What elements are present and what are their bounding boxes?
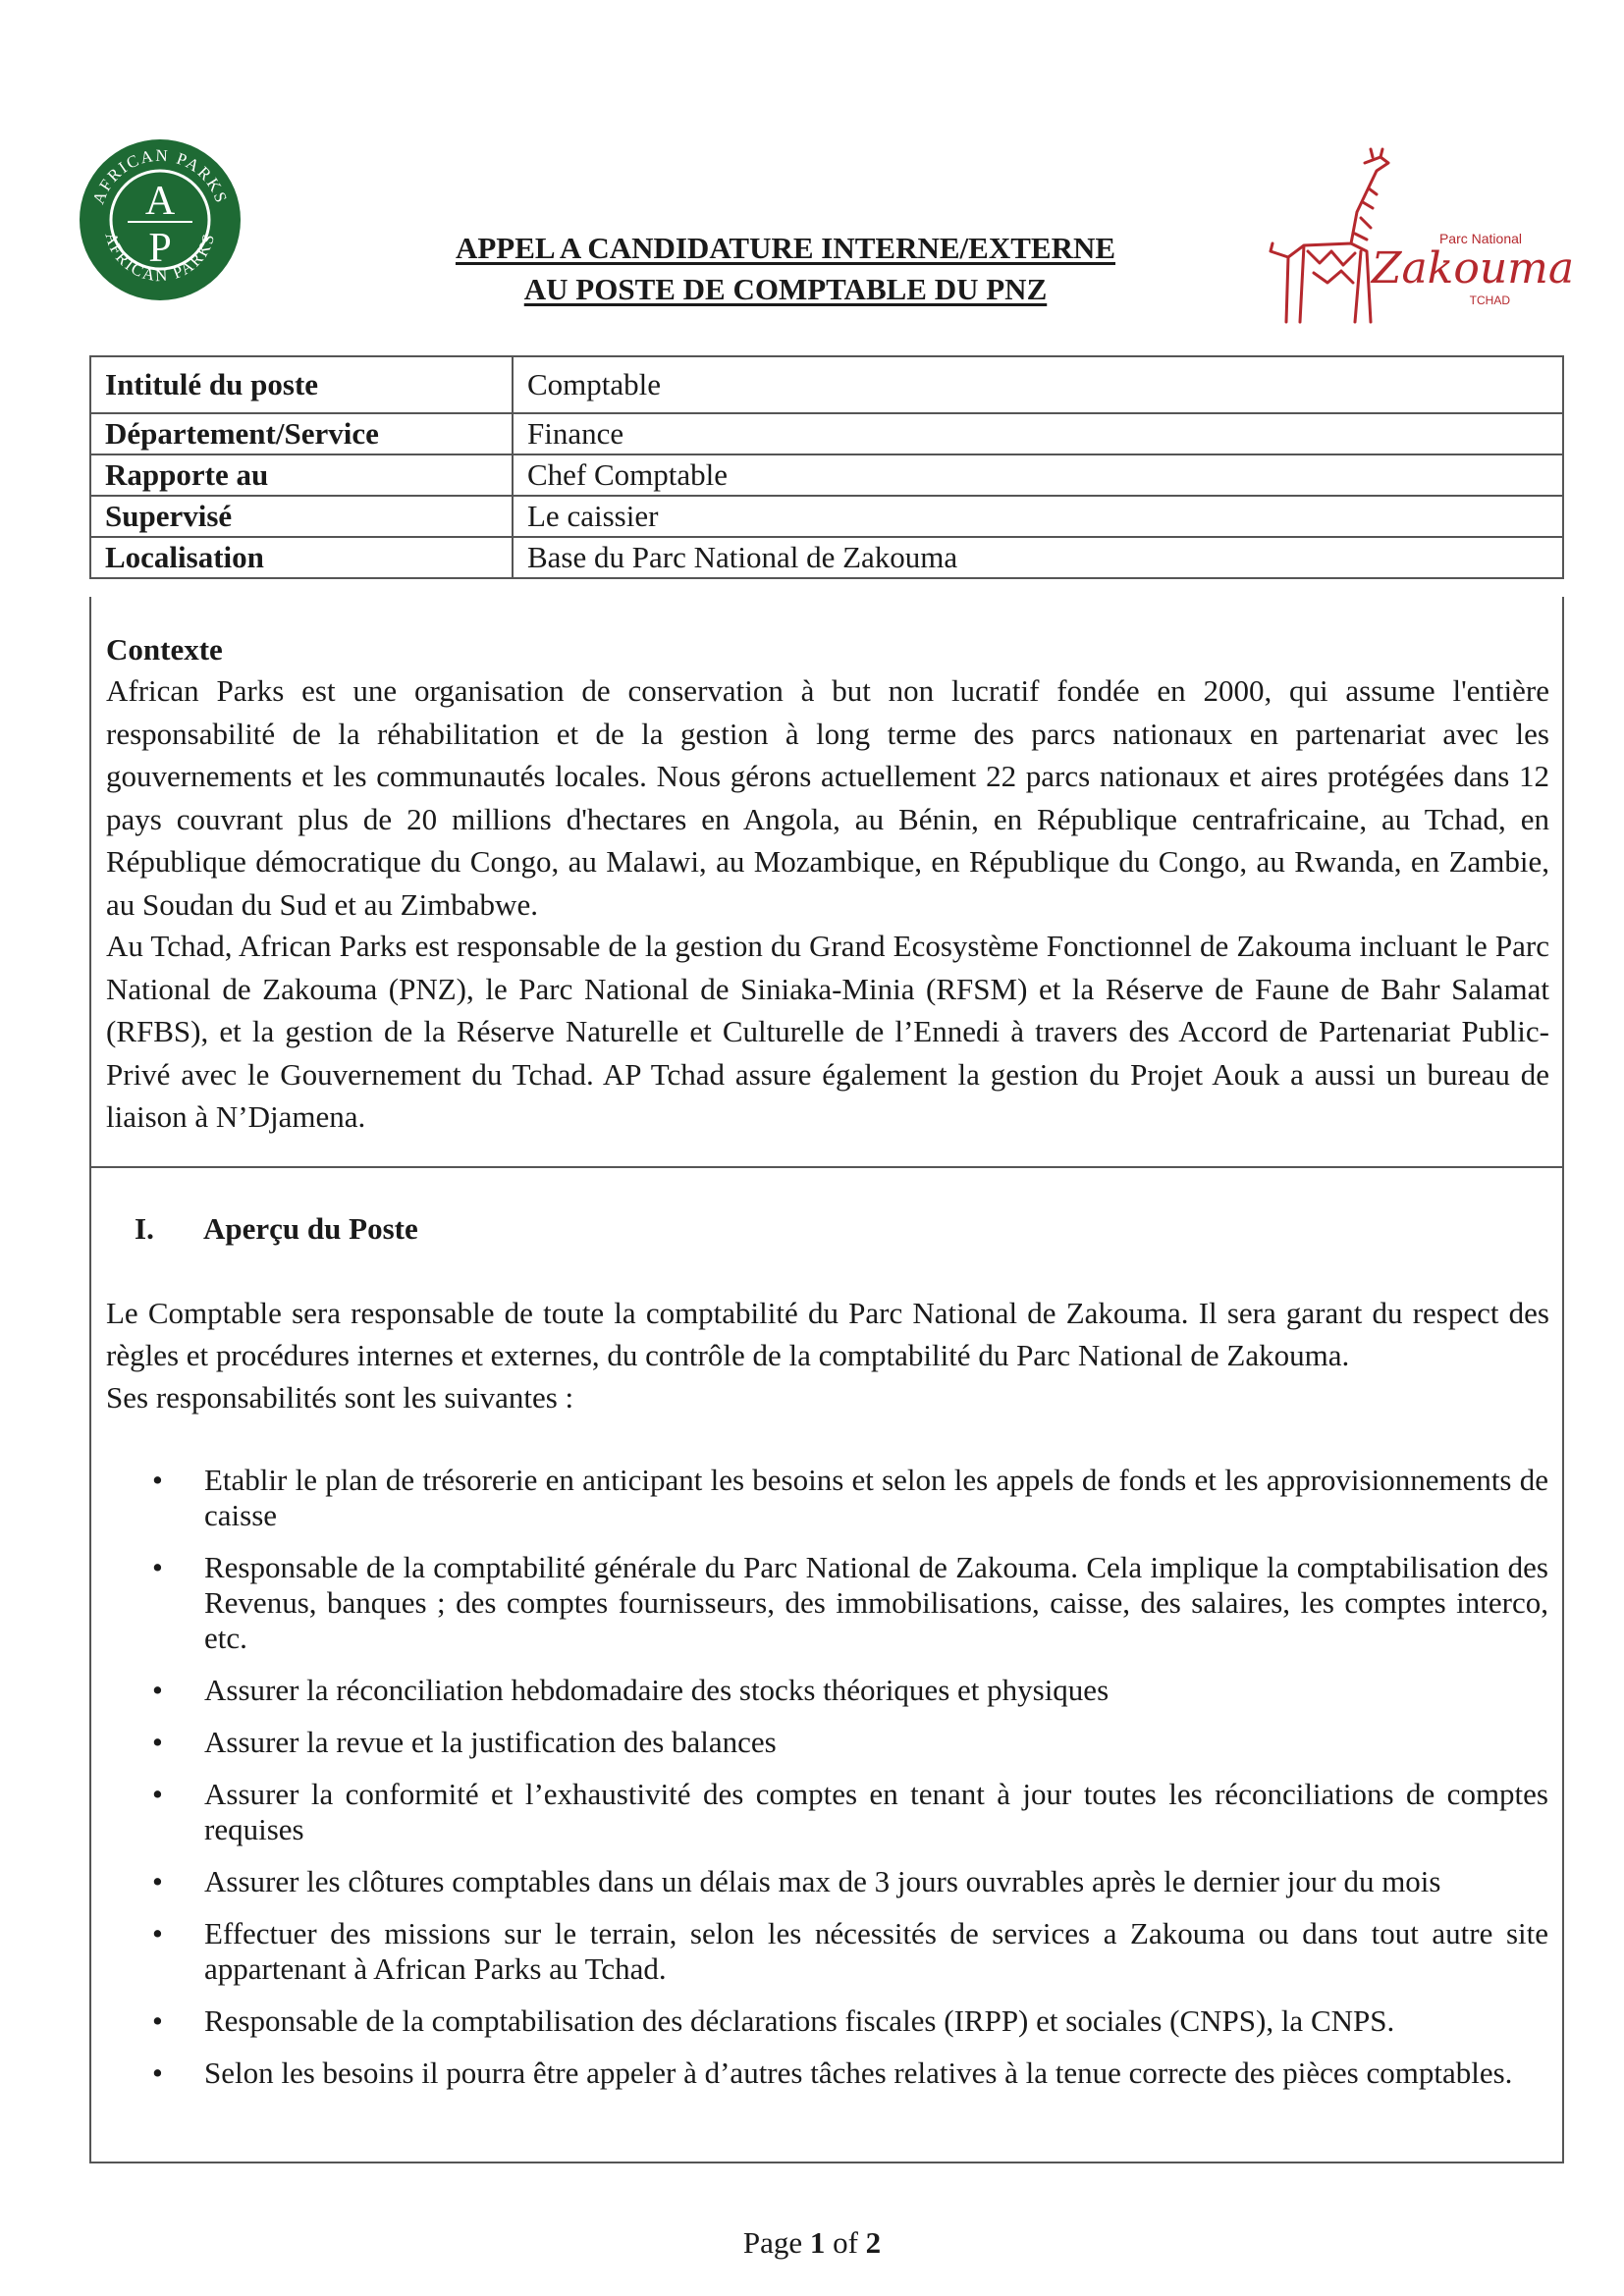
title-line-2: AU POSTE DE COMPTABLE DU PNZ bbox=[523, 272, 1048, 306]
row-label: Intitulé du poste bbox=[90, 356, 513, 413]
ap-ring-text-top: AFRICAN PARKS bbox=[88, 145, 232, 207]
intro-text: Le Comptable sera responsable de toute la comptabilité du Parc National de Zakouma. Il sera garant du respect des règles et procédures internes et externes, du contrôle de la comptabilité du Parc National de Zakouma. bbox=[106, 1296, 1549, 1372]
table-row bbox=[90, 496, 1563, 537]
zakouma-name: Zakouma bbox=[1371, 243, 1575, 294]
african-parks-logo bbox=[79, 128, 242, 312]
list-item: • Responsable de la comptabilité générale du Parc National de Zakouma. Cela implique la comptabilisation des Revenus, banques ; des comptes fournisseurs, des immobilisations, caisse, des salaires, les comptes interco, etc. bbox=[91, 1550, 1564, 1656]
context-section bbox=[89, 597, 1564, 1168]
page-of: of bbox=[833, 2225, 858, 2260]
list-item: • Etablir le plan de trésorerie en anticipant les besoins et selon les appels de fonds et les approvisionnements de caisse bbox=[91, 1463, 1564, 1533]
table-row bbox=[90, 454, 1563, 496]
ap-ring-text-bottom: AFRICAN PARKS bbox=[101, 230, 219, 286]
zakouma-country: TCHAD bbox=[1469, 294, 1510, 307]
page-prefix: Page bbox=[742, 2225, 803, 2260]
row-value: Le caissier bbox=[513, 496, 1563, 537]
list-item: • Assurer les clôtures comptables dans un délais max de 3 jours ouvrables après le dernier jour du mois bbox=[91, 1864, 1564, 1899]
page-total: 2 bbox=[865, 2225, 882, 2260]
table-row bbox=[90, 413, 1563, 454]
list-item: • Responsable de la comptabilisation des déclarations fiscales (IRPP) et sociales (CNPS), la CNPS. bbox=[91, 2003, 1564, 2039]
page-footer bbox=[0, 2225, 1624, 2261]
table-row bbox=[90, 537, 1563, 578]
row-label: Rapporte au bbox=[90, 454, 513, 496]
zakouma-small-text: Parc National bbox=[1438, 231, 1523, 246]
intro-list-lead: Ses responsabilités sont les suivantes : bbox=[106, 1380, 574, 1415]
list-item: • Selon les besoins il pourra être appeler à d’autres tâches relatives à la tenue correcte des pièces comptables. bbox=[91, 2056, 1564, 2091]
zakouma-logo bbox=[1245, 149, 1575, 328]
list-item: • Effectuer des missions sur le terrain, selon les nécessités de services a Zakouma ou dans tout autre site appartenant à African Parks au Tchad. bbox=[91, 1916, 1564, 1987]
row-value: Finance bbox=[513, 413, 1563, 454]
position-info-table bbox=[89, 355, 1564, 579]
page-current: 1 bbox=[809, 2225, 826, 2260]
title-line-1: APPEL A CANDIDATURE INTERNE/EXTERNE bbox=[455, 231, 1116, 265]
context-paragraph-2: Au Tchad, African Parks est responsable de la gestion du Grand Ecosystème Fonctionnel de Zakouma incluant le Parc National de Zakouma (PNZ), le Parc National de Siniaka-Minia (RFSM) et la Réserve de Faune de Bahr Salamat (RFBS), et la gestion de la Réserve Naturelle et Culturelle de l’Ennedi à travers des Accord de Partenariat Public-Privé avec le Gouvernement du Tchad. AP Tchad assure également la gestion du Projet Aouk a aussi un bureau de liaison à N’Djamena. bbox=[106, 929, 1549, 1135]
row-value: Comptable bbox=[513, 356, 1563, 413]
section-title: Aperçu du Poste bbox=[203, 1211, 418, 1246]
giraffe-icon bbox=[1271, 149, 1388, 322]
list-item: • Assurer la réconciliation hebdomadaire des stocks théoriques et physiques bbox=[91, 1673, 1564, 1708]
document-title bbox=[295, 228, 1276, 310]
row-label: Département/Service bbox=[90, 413, 513, 454]
row-value: Base du Parc National de Zakouma bbox=[513, 537, 1563, 578]
overview-section bbox=[89, 1166, 1564, 2163]
list-item: • Assurer la revue et la justification des balances bbox=[91, 1725, 1564, 1760]
section-number: I. bbox=[135, 1211, 154, 1246]
row-value: Chef Comptable bbox=[513, 454, 1563, 496]
row-label: Supervisé bbox=[90, 496, 513, 537]
section-heading bbox=[135, 1211, 418, 1247]
ap-letter-a: A bbox=[144, 179, 176, 224]
context-paragraph-1: African Parks est une organisation de conservation à but non lucratif fondée en 2000, qui assume l'entière responsabilité de la réhabilitation et de la gestion à long terme des parcs nationaux en partenariat avec les gouvernements et les communautés locales. Nous gérons actuellement 22 parcs nationaux et aires protégées dans 12 pays couvrant plus de 20 millions d'hectares en Angola, au Bénin, en République centrafricaine, au Tchad, en République démocratique du Congo, au Malawi, au Mozambique, en République du Congo, au Rwanda, en Zambie, au Soudan du Sud et au Zimbabwe. bbox=[106, 673, 1549, 922]
row-label: Localisation bbox=[90, 537, 513, 578]
responsibilities-list bbox=[91, 1463, 1564, 2108]
ap-letter-p: P bbox=[148, 226, 172, 271]
list-item: • Assurer la conformité et l’exhaustivité des comptes en tenant à jour toutes les réconciliations de comptes requises bbox=[91, 1777, 1564, 1847]
context-heading: Contexte bbox=[106, 632, 223, 667]
section-intro bbox=[106, 1292, 1549, 1418]
table-row bbox=[90, 356, 1563, 413]
